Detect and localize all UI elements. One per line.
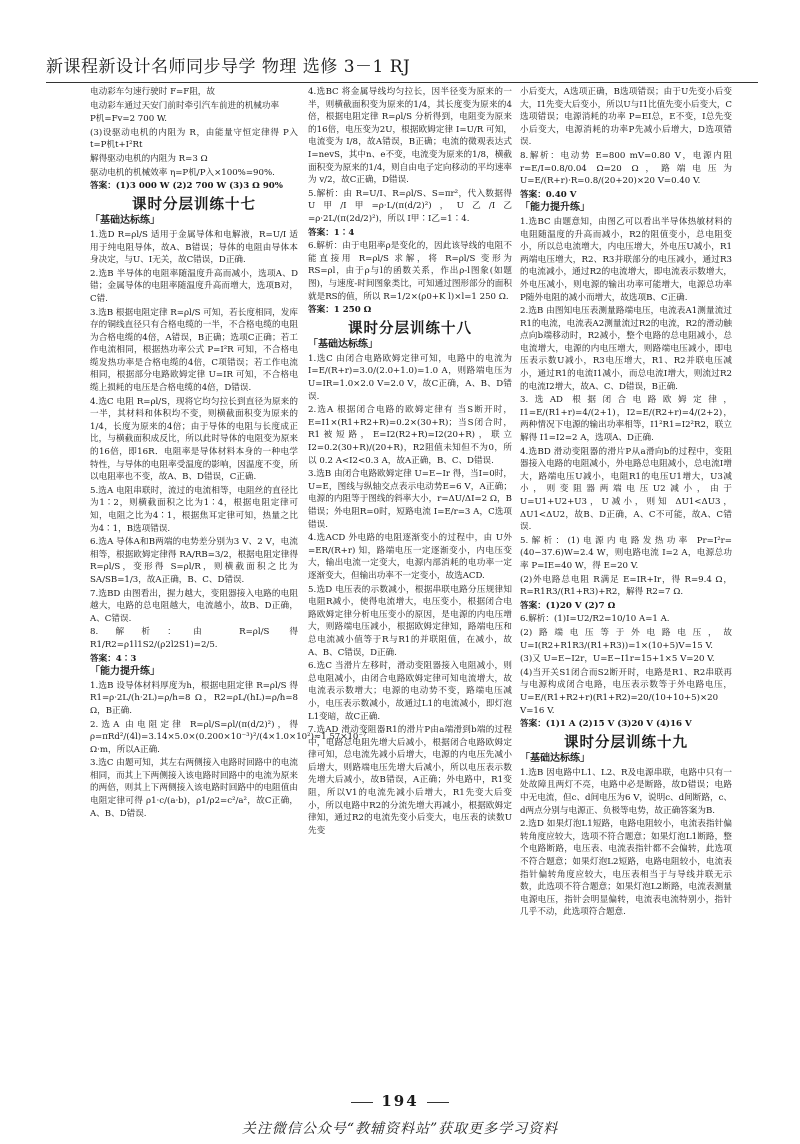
paragraph: 驱动电机的机械效率 η=P机/P入×100%=90%. — [90, 167, 275, 178]
paragraph: (3)又 U=E−I2r，U=E−I1r=15+1×5 V=20 V. — [520, 654, 715, 665]
paragraph: 4.选BD 滑动变阻器的滑片P从a滑向b的过程中，变阻器接入电路的电阻减小，外电路总电阻减小，总电流I增大，路端电压U减小，电阻R1的电压U1增大，U3减小，则变阻器两端电压U2减小，由于 U=U1+U2+U3，U减小，则知 ΔU1<ΔU3，ΔU1<ΔU2，故B、D正确，A、C不可能，故A、C错误. — [520, 446, 732, 533]
paragraph: 5.选A 电阻串联时，流过的电流相等，电阻丝的直径比为1∶2，则横截面积之比为1∶4，根据电阻定律可知，电阻之比为4∶1，根据焦耳定律可知，热量之比为4∶1，B选项错误. — [90, 485, 298, 534]
paragraph: 电动彩车匀速行驶时 F=F阻，故 — [90, 87, 215, 97]
subsection-title: 「基础达标练」 — [90, 215, 160, 227]
section-title: 课时分层训练十七 — [132, 195, 256, 213]
answer: 答案：1 250 Ω — [308, 305, 372, 316]
page-header: 新课程新设计名师同步导学 物理 选修 3－1 RJ — [46, 52, 758, 83]
section-title: 课时分层训练十八 — [348, 319, 472, 337]
paragraph: 5.解析：(1)电源内电路发热功率 Pr=I²r=(40−37.6)W=2.4 W，则电路电流 I=2 A，电源总功率 P=IE=40 W，得 E=20 V. — [520, 535, 732, 571]
answer: 答案：0.40 V — [520, 189, 577, 200]
paragraph: 8.解析：由 R=ρl/S 得 R1/R2=ρ1l1S2/(ρ2l2S1)=2/5. — [90, 627, 298, 650]
column-middle — [308, 86, 512, 838]
page-number-text: 194 — [381, 1092, 419, 1110]
paragraph: 2.选A 由电阻定律 R=ρl/S=ρl/(π(d/2)²)，得 ρ=πRd²/(4l)=3.14×5.0×(0.200×10⁻³)²/(4×1.0×10²)≈1.57×10⁻⁷ Ω·m，所以A正确. — [90, 719, 367, 755]
paragraph: 6.选C 当滑片左移时，滑动变阻器接入电阻减小，则总电阻减小，由闭合电路欧姆定律可知电流增大，故电流表示数增大；电源的电动势不变，路端电压减小，电压表示数减小，故通过L1的电流减小，即灯泡L1变暗，故C正确. — [308, 661, 512, 722]
paragraph: (2)路端电压等于外电路电压，故 U=I(R2+R1R3/(R1+R3))=1×(10+5)V=15 V. — [520, 627, 732, 651]
paragraph: 4.选ACD 外电路的电阻逐渐变小的过程中，由 U外=ER/(R+r) 知，路端电压一定逐渐变小，内电压变大，输出电流一定变大，电源内部消耗的电功率一定逐渐变大，但输出功率不一定变小，故选ACD. — [308, 533, 512, 581]
answer: 答案：(1)1 A (2)15 V (3)20 V (4)16 V — [520, 719, 692, 730]
paragraph: 6.解析：(1)I=U2/R2=10/10 A=1 A. — [520, 614, 670, 625]
section-title: 课时分层训练十九 — [564, 733, 688, 751]
footer-note: 关注微信公众号“教辅资料站”获取更多学习资料 — [241, 1121, 559, 1137]
answer: 答案：1∶4 — [308, 227, 355, 238]
paragraph: 1.选D R=ρl/S 适用于金属导体和电解液，R=U/I 适用于纯电阻导体，故A、B错误；导体的电阻由导体本身决定，与U、I无关，故C错误，D正确. — [90, 229, 298, 266]
paragraph: 1.选C 由闭合电路欧姆定律可知，电路中的电流为 I=E/(R+r)=3.0/(2.0+1.0)=1.0 A，则路端电压为 U=IR=1.0×2.0 V=2.0 V，故C正确，A、B、D错误. — [308, 353, 512, 402]
paragraph: 2.选A 根据闭合电路的欧姆定律有 当S断开时，E=I1×(R1+R2+R)=0.2×(30+R)；当S闭合时，R1被短路，E=I2(R2+R)=I2(20+R)，联立 I2=0.2(30+R)/(20+R)，R2阻值未知但不为0，所以 0.2 A<I2<0.3 A，故A正确，B、C、D错误. — [308, 405, 512, 466]
column-right — [520, 86, 732, 920]
paragraph: P机=Fv=2 700 W. — [90, 114, 167, 125]
paragraph: (4)当开关S1闭合而S2断开时，电路是R1、R2串联再与电源构成闭合电路，电压表示数等于外电路电压，U=E/(R1+R2+r)(R1+R2)=20/(10+10+5)×20 V=16 V. — [520, 667, 732, 716]
answer: 答案：(1)3 000 W (2)2 700 W (3)3 Ω 90% — [90, 181, 283, 192]
paragraph: 4.选BC 将金属导线均匀拉长，因半径变为原来的一半，则横截面积变为原来的1/4，其长度变为原来的4倍，根据电阻定律 R=ρl/S 分析得到，电阻变为原来的16倍，电压变为2U，根据欧姆定律 I=U/R 可知，电流变为 I/8，故A错误，B正确；电流的微观表达式 I=nevS，其中n、e不变，电流变为原来的1/8，横截面积变为原来的1/4，则自由电子定向移动的平均速率为 v/2，故C正确，D错误. — [308, 87, 512, 186]
paragraph: 6.选A 导体A和B两端的电势差分别为3 V、2 V，电流相等，根据欧姆定律得 RA/RB=3/2，根据电阻定律得 R=ρl/S，变形得 S=ρl/R，则横截面积之比为 SA/SB=1/3，故A正确，B、C、D错误. — [90, 537, 298, 585]
page-number — [0, 1092, 800, 1110]
paragraph: 7.选AD 滑动变阻器R1的滑片P由a端滑到b端的过程中，电路总电阻先增大后减小，根据闭合电路欧姆定律可知，总电流先减小后增大，电源的内电压先减小后增大，则路端电压先增大后减小，所以电压表示数先增大后减小，故B错误，A正确；外电路中，R1变阻，所以V1的电流先减小后增大，R1先变大后变小，所以电路中R2的分流先增大再减小，根据欧姆定律知，通过R2的电流先变小后变大，电压表的读数U先变 — [308, 725, 512, 836]
paragraph: 3.选B 根据电阻定律 R=ρl/S 可知，若长度相同，发库存的铜线直径只有合格电缆的一半，不合格电缆的电阻为合格电缆的4倍，A错误，B正确；选项C正确；若工作电流相同，根据热功率公式 P=I²R 可知，不合格电缆发热功率是合格电缆的4倍，C项错误；若工作电流相同，根据部分电路欧姆定律 U=IR 可知，不合格电缆上损耗的电压是合格电缆的4倍，D错误. — [90, 307, 298, 394]
paragraph: (3)设驱动电机的内阻为 R，由能量守恒定律得 P入t=P机t+I²Rt — [90, 127, 298, 151]
paragraph: 电动彩车通过天安门前时牵引汽车前进的机械功率 — [90, 100, 280, 111]
paragraph: 6.解析：由于电阻率ρ是变化的，因此该导线的电阻不能直接用 R=ρl/S 求解，将 R=ρl/S 变形为 RS=ρl，由于ρ与l的函数关系，作出ρ-l图象(如题图)，与速度-时间图象类比，可知通过图形部分的面积就是RS的值，所以 R=1/2×(ρ0+K l)×l=1 250 Ω. — [308, 241, 512, 302]
paragraph: 5.选D 电压表的示数减小，根据串联电路分压规律知电阻R减小，使得电流增大，电压变小，根据闭合电路欧姆定律分析电压变小的原因，是电源的内电压增大，则路端电压减小，根据欧姆定律知，路端电压和总电流减小值等于R与R1的并联阻值，在减小，故A、B、C错误，D正确. — [308, 584, 512, 658]
paragraph: 7.选BD 由图看出，握力越大，变阻器接入电路的电阻越大，电路的总电阻越大，电流越小，故B、D正确，A、C错误. — [90, 588, 298, 624]
subsection-title: 「基础达标练」 — [520, 753, 590, 765]
paragraph: 解得驱动电机的内阻为 R=3 Ω — [90, 153, 208, 164]
paragraph: 2.选B 半导体的电阻率随温度升高而减小，选项A、D错；金属导体的电阻率随温度升高而增大，选项B对，C错. — [90, 268, 298, 304]
paragraph: 1.选B 设导体材料厚度为h，根据电阻定律 R=ρl/S 得 R1=ρ·2L/(h·2L)=ρ/h=8 Ω，R2=ρL/(hL)=ρ/h=8 Ω，B正确. — [90, 680, 298, 716]
paragraph: 2.选B 由图知电压表测量路端电压，电流表A1测量流过R1的电流，电流表A2测量流过R2的电流，R2的滑动触点向b端移动时，R2减小，整个电路的总电阻减小，总电流增大，电源的内电压增大，则路端电压减小，即电压表示数U减小，R3电压增大，R1、R2并联电压减小，通过R1的电流I1减小，而总电流I增大，则流过R2的电流I2增大，故A、C、D错误，B正确. — [520, 306, 732, 392]
answer: 答案：(1)20 V (2)7 Ω — [520, 600, 616, 611]
paragraph: 8.解析：电动势 E=800 mV=0.80 V，电源内阻 r=E/I=0.8/0.04 Ω=20 Ω，路端电压为 U=E/(R+r)·R=0.8/(20+20)×20 V=0.40 V. — [520, 150, 732, 187]
paragraph: 3.选C 由题可知，其左右两侧接入电路时回路中的电流相同，而其上下两侧接入该电路时回路中的电流为原来的两倍，则其上下两侧接入该电路时回路中的电阻值由电阻定律可得 ρ1·c/(a·b)，ρ1/ρ2=c²/a²，故C正确，A、B、D错误. — [90, 758, 298, 819]
paragraph: 3.选AD 根据闭合电路欧姆定律，I1=E/(R1+r)=4/(2+1)，I2=E/(R2+r)=4/(2+2)，两种情况下电源的输出功率相等，I1²R1=I2²R2，联立解得 I1=I2=2 A，选项A、D正确. — [520, 395, 732, 444]
paragraph: 4.选C 电阻 R=ρl/S，现将它均匀拉长到直径为原来的一半，其材料和体积均不变，则横截面积变为原来的1/4，长度为原来的4倍；由于导体的电阻与长度成正比，与横截面积成反比，所以此时导体的电阻变为原来的16倍，即16R．电阻率是导体材料本身的一种电学特性，与导体的电阻率受温度的影响，因温度不变，所以电阻率也不变，故A、B、D错误，C正确. — [90, 396, 298, 483]
paragraph: 1.选BC 由题意知，由图乙可以看出半导体热敏材料的电阻随温度的升高而减小，R2的阻值变小，总电阻变小，所以总电流增大，内电压增大，外电压U减小，R1两端电压增大，R2、R3并联部分的电压减小，通过R3的电流减小，通过R2的电流增大，即电流表示数增大，外电压减小，则电源的输出功率可能增大，电源总功率 P随外电阻的减小而增大，故选项B、C正确. — [520, 216, 732, 303]
paragraph: 1.选B 因电路中L1、L2、R及电源串联，电路中只有一处故障且两灯不亮，电路中必是断路，故D错误；电路中无电流，但c、d间电压为6 V，说明c、d间断路，c、d两点分别与电源正、负极等电势，故正确答案为B. — [520, 767, 732, 816]
paragraph: 5.解析：由 R=U/I、R=ρl/S、S=πr²，代入数据得 U甲/I甲=ρ·L/(π(d/2)²)，U乙/I乙=ρ·2L/(π(2d/2)²)，所以 I甲∶I乙=1∶4. — [308, 188, 512, 224]
answer: 答案：4∶3 — [90, 653, 137, 664]
paragraph: 2.选D 如果灯泡L1短路，电路电阻较小，电流表指针偏转角度应较大，选项不符合题意；如果灯泡L1断路，整个电路断路，电压表、电流表指针都不会偏转，此选项不符合题意；如果灯泡L2短路，电路电阻较小，电流表指针偏转角度应较大，电压表相当于与导线并联无示数，此选项不符合题意；如果灯泡L2断路，电流表测量电源电压，指针会明显偏转，电流表电流特别小，指针几乎不动，此选项符合题意. — [520, 819, 732, 918]
paragraph: 3.选B 由闭合电路欧姆定律 U=E−Ir 得，当I=0时，U=E，图线与纵轴交点表示电动势E=6 V，A正确；电源的内阻等于图线的斜率大小，r=ΔU/ΔI=2 Ω，B错误；外电阻R=0时，短路电流 I=E/r=3 A，C选项错误. — [308, 469, 512, 530]
subsection-title: 「基础达标练」 — [308, 339, 378, 351]
subsection-title: 「能力提升练」 — [520, 202, 590, 214]
subsection-title: 「能力提升练」 — [90, 666, 160, 678]
paragraph: 小后变大，A选项正确，B选项错误；由于U先变小后变大，I1先变大后变小，所以U与I1比值先变小后变大，C选项错误；电源消耗的功率 P=EI总，E不变，I总先变小后变大，电源消耗的功率P先减小后增大，D选项错误. — [520, 87, 733, 148]
paragraph: (2)外电路总电阻 R满足 E=IR+Ir，得 R=9.4 Ω，R=R1R3/(R1+R3)+R2，解得 R2=7 Ω. — [520, 574, 732, 598]
